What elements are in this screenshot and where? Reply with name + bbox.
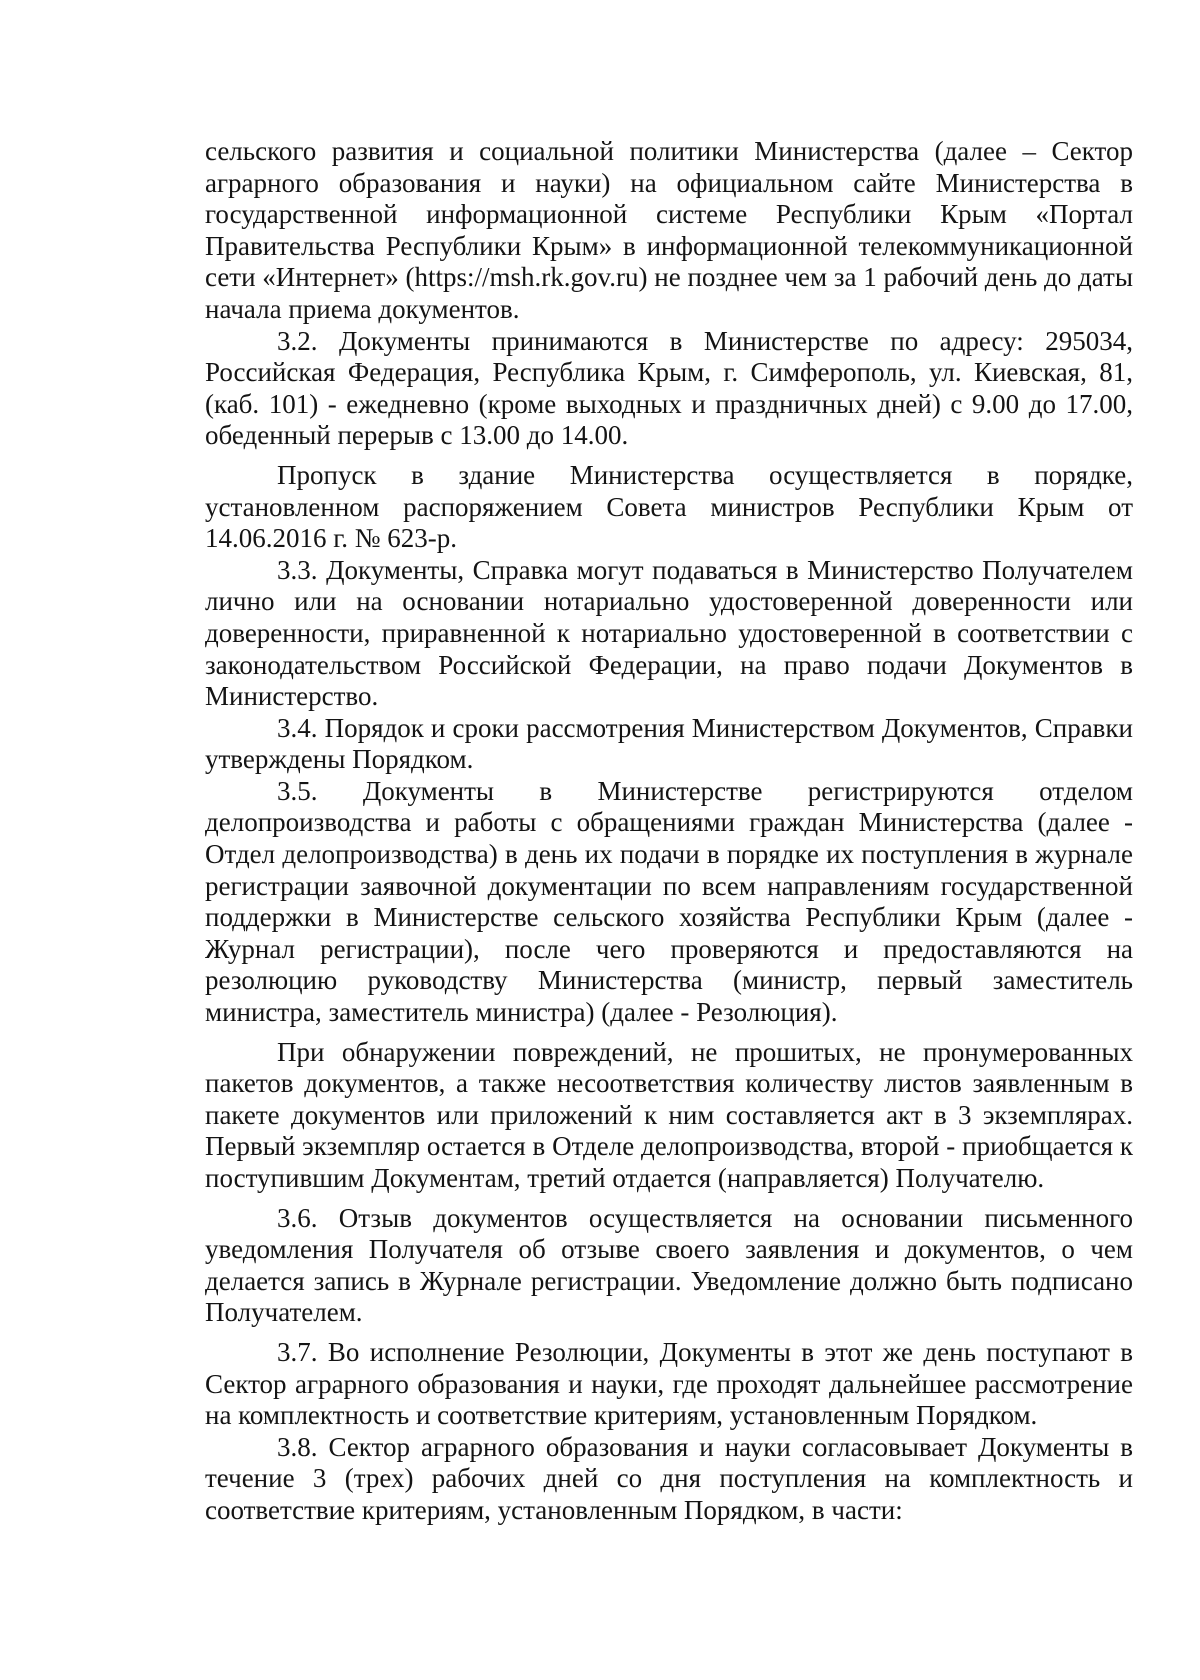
paragraph-damage-act: При обнаружении повреждений, не прошитых, не пронумерованных пакетов документов, а также несоответствия количеству листов заявленным в пакете документов или приложений к ним составляется акт в 3 экземплярах. Первый экземпляр остается в Отделе делопроизводства, второй - приобщается к поступившим Документам, третий отдается (направляется) Получателю.	[205, 1036, 1133, 1193]
paragraph-continuation: сельского развития и социальной политики Министерства (далее – Сектор аграрного образования и науки) на официальном сайте Министерства в государственной информационной системе Республики Крым «Портал Правительства Республики Крым» в информационной телекоммуникационной сети «Интернет» (https://msh.rk.gov.ru) не позднее чем за 1 рабочий день до даты начала приема документов.	[205, 136, 1133, 324]
document-page	[205, 136, 1133, 1527]
paragraph-3-5: 3.5. Документы в Министерстве регистрируются отделом делопроизводства и работы с обращениями граждан Министерства (далее - Отдел делопроизводства) в день их подачи в порядке их поступления в журнале регистрации заявочной документации по всем направлениям государственной поддержки в Министерстве сельского хозяйства Республики Крым (далее - Журнал регистрации), после чего проверяются и предоставляются на резолюцию руководству Министерства (министр, первый заместитель министра, заместитель министра) (далее - Резолюция).	[205, 775, 1133, 1028]
paragraph-3-2: 3.2. Документы принимаются в Министерстве по адресу: 295034, Российская Федерация, Республика Крым, г. Симферополь, ул. Киевская, 81, (каб. 101) - ежедневно (кроме выходных и праздничных дней) с 9.00 до 17.00, обеденный перерыв с 13.00 до 14.00.	[205, 325, 1133, 451]
paragraph-3-4: 3.4. Порядок и сроки рассмотрения Министерством Документов, Справки утверждены Порядком.	[205, 712, 1133, 775]
paragraph-3-8: 3.8. Сектор аграрного образования и науки согласовывает Документы в течение 3 (трех) рабочих дней со дня поступления на комплектность и соответствие критериям, установленным Порядком, в части:	[205, 1431, 1133, 1525]
paragraph-3-7: 3.7. Во исполнение Резолюции, Документы в этот же день поступают в Сектор аграрного образования и науки, где проходят дальнейшее рассмотрение на комплектность и соответствие критериям, установленным Порядком.	[205, 1336, 1133, 1431]
paragraph-3-6: 3.6. Отзыв документов осуществляется на основании письменного уведомления Получателя об отзыве своего заявления и документов, о чем делается запись в Журнале регистрации. Уведомление должно быть подписано Получателем.	[205, 1202, 1133, 1328]
paragraph-3-3: 3.3. Документы, Справка могут подаваться в Министерство Получателем лично или на основании нотариально удостоверенной доверенности или доверенности, приравненной к нотариально удостоверенной в соответствии с законодательством Российской Федерации, на право подачи Документов в Министерство.	[205, 554, 1133, 712]
paragraph-pass: Пропуск в здание Министерства осуществляется в порядке, установленном распоряжением Совета министров Республики Крым от 14.06.2016 г. № 623-р.	[205, 459, 1133, 554]
